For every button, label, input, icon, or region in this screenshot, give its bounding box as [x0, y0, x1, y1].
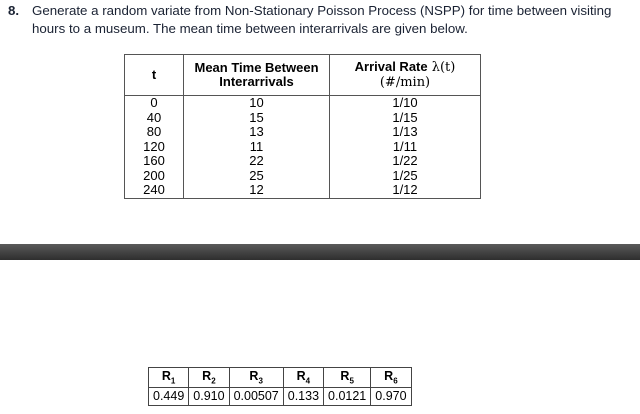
header-t: t [125, 55, 184, 96]
cell-rate: 1/10 [330, 96, 481, 111]
header-r5: $R_5$ [324, 368, 371, 388]
header-r4: $R_4$ [283, 368, 323, 388]
arrival-rate-table [124, 54, 481, 199]
table-row [125, 111, 481, 126]
header-r3: $R_3$ [229, 368, 283, 388]
question-number: 8. [8, 3, 20, 18]
cell-t: 200 [125, 169, 184, 184]
header-r1: $R_1$ [149, 368, 189, 388]
cell-rate: 1/22 [330, 154, 481, 169]
value-r3: 0.00507 [229, 387, 283, 405]
question-text [8, 2, 633, 38]
header-arrival-rate [330, 55, 481, 96]
header-rate-unit: (#/min) [379, 74, 431, 90]
header-r2: $R_2$ [189, 368, 229, 388]
table-row [125, 154, 481, 169]
cell-mean: 11 [184, 140, 330, 155]
header-rate-label: Arrival Rate [354, 59, 428, 74]
random-numbers-table [148, 367, 412, 406]
cell-t: 40 [125, 111, 184, 126]
cell-mean: 13 [184, 125, 330, 140]
random-numbers-header-row [149, 368, 412, 388]
cell-t: 80 [125, 125, 184, 140]
table-row [125, 125, 481, 140]
value-r2: 0.910 [189, 387, 229, 405]
header-mean-time [184, 55, 330, 96]
table-row [125, 140, 481, 155]
cell-t: 0 [125, 96, 184, 111]
cell-mean: 22 [184, 154, 330, 169]
question-line-1: Generate a random variate from Non-Stationary Poisson Process (NSPP) for time between visiting [32, 3, 612, 18]
header-mean-line1: Mean Time Between [194, 59, 319, 75]
question-line-2: hours to a museum. The mean time between interarrivals are given below. [32, 21, 468, 36]
page-separator-bar [0, 244, 640, 260]
cell-t: 120 [125, 140, 184, 155]
header-rate-symbol: λ(t) [431, 60, 456, 75]
cell-t: 160 [125, 154, 184, 169]
cell-rate: 1/11 [330, 140, 481, 155]
value-r1: 0.449 [149, 387, 189, 405]
cell-mean: 25 [184, 169, 330, 184]
cell-mean: 15 [184, 111, 330, 126]
header-mean-line2: Interarrivals [219, 74, 294, 89]
cell-rate: 1/13 [330, 125, 481, 140]
table-row [125, 96, 481, 111]
cell-rate: 1/25 [330, 169, 481, 184]
random-numbers-value-row [149, 387, 412, 405]
cell-rate: 1/12 [330, 183, 481, 198]
cell-rate: 1/15 [330, 111, 481, 126]
value-r4: 0.133 [283, 387, 323, 405]
table-row [125, 169, 481, 184]
value-r6: 0.970 [371, 387, 411, 405]
cell-mean: 12 [184, 183, 330, 198]
cell-mean: 10 [184, 96, 330, 111]
table-row [125, 183, 481, 198]
header-r6: $R_6$ [371, 368, 411, 388]
value-r5: 0.0121 [324, 387, 371, 405]
cell-t: 240 [125, 183, 184, 198]
